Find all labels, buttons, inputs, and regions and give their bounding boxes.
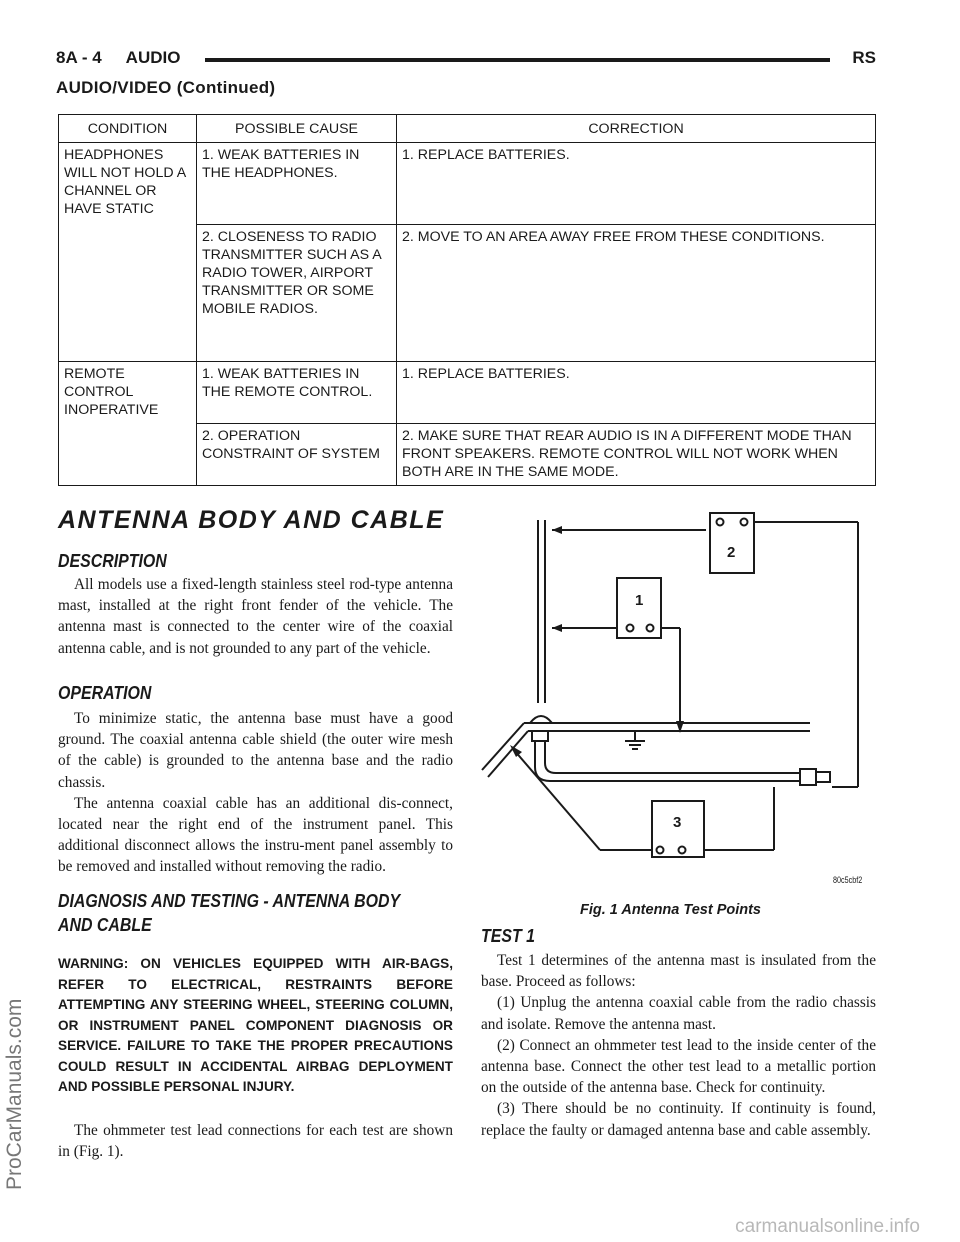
- test1-heading: TEST 1: [481, 925, 535, 946]
- section-name: AUDIO: [125, 48, 181, 67]
- arrowhead: [552, 526, 562, 534]
- test1-intro: Test 1 determines of the antenna mast is insulated from the base. Proceed as follows:: [481, 952, 876, 991]
- box-label-2: 2: [727, 544, 736, 561]
- operation-text: [58, 708, 453, 878]
- operation-paragraph-2: The antenna coaxial cable has an additional dis-connect, located near the right end of the instrument panel. This additional disconnect allows the instru-ment panel assembly to be removed and installed without removing the radio.: [58, 794, 453, 876]
- correction-cell: 2. MOVE TO AN AREA AWAY FREE FROM THESE CONDITIONS.: [397, 225, 876, 362]
- column-header: CORRECTION: [397, 115, 876, 143]
- test1-step: (1) Unplug the antenna coaxial cable from the radio chassis and isolate. Remove the antenna mast.: [481, 994, 876, 1033]
- page-number: 8A - 4: [56, 48, 102, 67]
- table-row: [59, 362, 876, 424]
- condition-cell: REMOTE CONTROL INOPERATIVE: [59, 362, 197, 486]
- description-paragraph: All models use a fixed-length stainless steel rod-type antenna mast, installed at the right front fender of the vehicle. The antenna mast is connected to the center wire of the coaxial antenna cable, and is not grounded to any part of the vehicle.: [58, 576, 453, 657]
- box-label-1: 1: [635, 592, 644, 609]
- correction-cell: 2. MAKE SURE THAT REAR AUDIO IS IN A DIFFERENT MODE THAN FRONT SPEAKERS. REMOTE CONTROL WILL NOT WORK WHEN BOTH ARE IN THE SAME MODE.: [397, 424, 876, 486]
- description-text: [58, 574, 453, 659]
- diagnosis-heading-line2: AND CABLE: [58, 914, 152, 935]
- diagnosis-text: [58, 1120, 453, 1162]
- diagnosis-heading-line1: DIAGNOSIS AND TESTING - ANTENNA BODY: [58, 890, 401, 911]
- diagnosis-table: [58, 114, 876, 486]
- column-header: CONDITION: [59, 115, 197, 143]
- correction-cell: 1. REPLACE BATTERIES.: [397, 362, 876, 424]
- figure-caption: Fig. 1 Antenna Test Points: [580, 902, 761, 918]
- operation-heading: OPERATION: [58, 682, 152, 703]
- test1-step: (3) There should be no continuity. If continuity is found, replace the faulty or damaged antenna base and cable assembly.: [481, 1100, 876, 1139]
- diagnosis-paragraph: The ohmmeter test lead connections for each test are shown in (Fig. 1).: [58, 1122, 453, 1161]
- figure-code: 80c5cbf2: [833, 875, 863, 885]
- cause-cell: 1. WEAK BATTERIES IN THE HEADPHONES.: [197, 143, 397, 225]
- operation-paragraph-1: To minimize static, the antenna base must have a good ground. The coaxial antenna cable shield (the outer wire mesh of the cable) is grounded to the antenna base and the radio chassis.: [58, 710, 453, 791]
- column-header: POSSIBLE CAUSE: [197, 115, 397, 143]
- table-row: [59, 143, 876, 225]
- side-watermark: ProCarManuals.com: [3, 998, 26, 1190]
- correction-cell: 1. REPLACE BATTERIES.: [397, 143, 876, 225]
- page-header-left: [56, 48, 180, 68]
- cause-cell: 2. OPERATION CONSTRAINT OF SYSTEM: [197, 424, 397, 486]
- header-rule: [205, 58, 830, 62]
- cause-cell: 1. WEAK BATTERIES IN THE REMOTE CONTROL.: [197, 362, 397, 424]
- description-heading: DESCRIPTION: [58, 550, 167, 571]
- test1-text: [481, 950, 876, 1141]
- footer-watermark: carmanualsonline.info: [735, 1216, 920, 1237]
- continued-title: AUDIO/VIDEO (Continued): [56, 78, 276, 97]
- test1-step: (2) Connect an ohmmeter test lead to the inside center of the antenna base. Connect the other test lead to a metallic portion on the outside of the antenna base. Check for continuity.: [481, 1036, 876, 1097]
- model-code: RS: [852, 48, 876, 67]
- table-header-row: [59, 115, 876, 143]
- condition-cell: HEADPHONES WILL NOT HOLD A CHANNEL OR HAVE STATIC: [59, 143, 197, 362]
- airbag-warning: WARNING: ON VEHICLES EQUIPPED WITH AIR-BAGS, REFER TO ELECTRICAL, RESTRAINTS BEFORE ATTEMPTING ANY STEERING WHEEL, STEERING COLUMN, OR INSTRUMENT PANEL COMPONENT DIAGNOSIS OR SERVICE. FAILURE TO TAKE THE PROPER PRECAUTIONS COULD RESULT IN ACCIDENTAL AIRBAG DEPLOYMENT AND POSSIBLE PERSONAL INJURY.: [58, 956, 453, 1094]
- antenna-test-diagram: [480, 505, 880, 895]
- section-title: ANTENNA BODY AND CABLE: [58, 506, 445, 534]
- box-label-3: 3: [673, 814, 682, 831]
- cause-cell: 2. CLOSENESS TO RADIO TRANSMITTER SUCH AS A RADIO TOWER, AIRPORT TRANSMITTER OR SOME MOBILE RADIOS.: [197, 225, 397, 362]
